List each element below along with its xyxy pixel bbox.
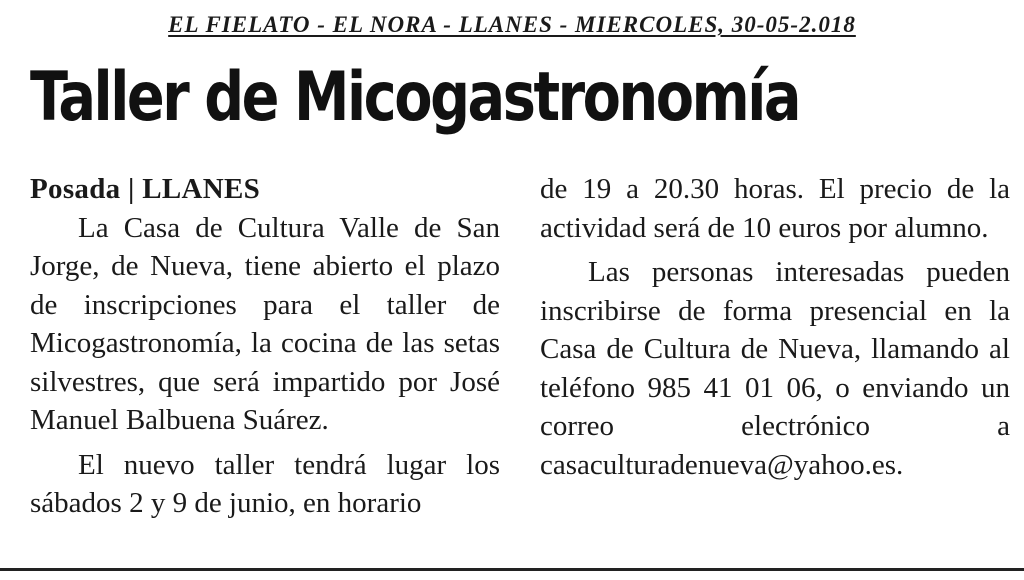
article-column-left — [30, 170, 500, 523]
article-paragraph: de 19 a 20.30 horas. El precio de la actividad será de 10 euros por alumno. — [540, 173, 1010, 244]
article-column-right — [540, 170, 1010, 484]
byline: Posada | LLANES — [30, 173, 261, 205]
article-paragraph: El nuevo taller tendrá lugar los sábados 2 y 9 de junio, en horario — [30, 448, 500, 519]
masthead: EL FIELATO - EL NORA - LLANES - MIERCOLES, 30-05-2.018 — [168, 12, 856, 37]
bottom-rule — [0, 568, 1024, 571]
article-paragraph: La Casa de Cultura Valle de San Jorge, de Nueva, tiene abierto el plazo de inscripciones para el taller de Micogastronomía, la cocina de las setas silvestres, que será impartido por José Manuel Balbuena Suárez. — [30, 211, 500, 436]
article-paragraph: Las personas interesadas pueden inscribirse de forma presencial en la Casa de Cultura de Nueva, llamando al teléfono 985 41 01 06, o enviando un correo electrónico a casaculturadenueva@yahoo.es. — [540, 256, 1010, 481]
headline: Taller de Micogastronomía — [30, 58, 800, 137]
